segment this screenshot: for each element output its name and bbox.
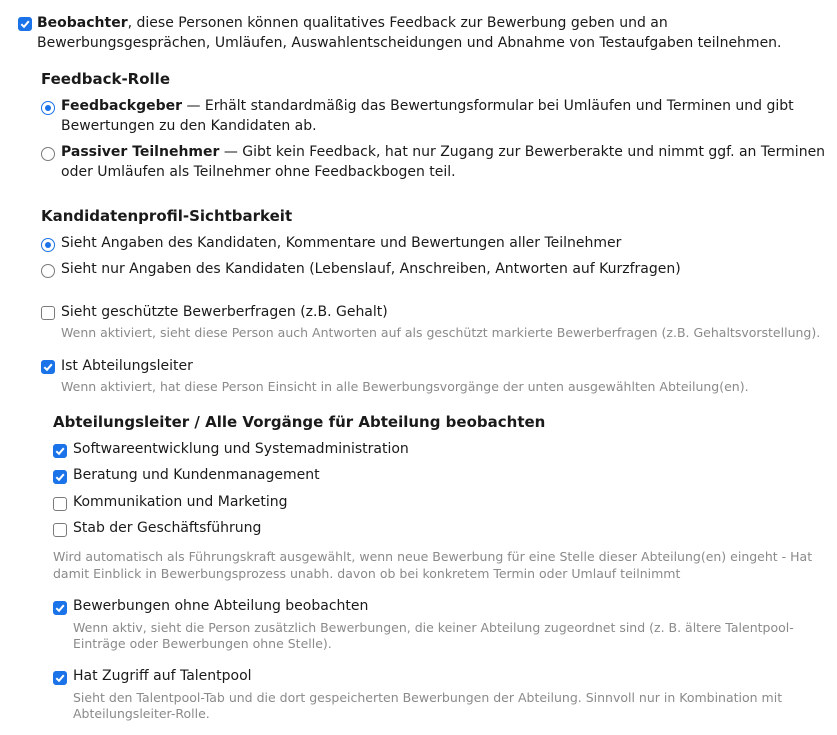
department-checkbox-software[interactable] [53,444,67,458]
talent-pool-help-line2: Abteilungsleiter-Rolle. [73,706,210,721]
department-head-help: Wenn aktiviert, hat diese Person Einsicht in alle Bewerbungsvorgänge der unten ausgewählten Abteilung(en). [61,379,749,394]
passiver-teilnehmer-label-line2: oder Umläufen als Teilnehmer ohne Feedbackbogen teil. [61,164,456,180]
departments-help-line2: damit Einblick in Bewerbungsprozess unabh. davon ob bei konkretem Termin oder Umlauf teilnimmt [53,566,681,581]
department-label-management-staff: Stab der Geschäftsführung [73,520,262,536]
department-checkbox-consulting[interactable] [53,470,67,484]
talent-pool-label: Hat Zugriff auf Talentpool [73,668,252,684]
check-icon [19,18,31,30]
radio-visibility-candidate-only[interactable] [41,264,55,278]
feedbackgeber-bold: Feedbackgeber [61,98,183,114]
passiver-teilnehmer-label [61,142,825,162]
visibility-candidate-only-label: Sieht nur Angaben des Kandidaten (Lebenslauf, Anschreiben, Antworten auf Kurzfragen) [61,261,681,277]
radio-visibility-all[interactable] [41,238,55,252]
department-head-label: Ist Abteilungsleiter [61,358,193,374]
no-department-help-line2: Einträge oder Bewerbungen ohne Stelle). [73,636,332,651]
passiver-teilnehmer-text: — Gibt kein Feedback, hat nur Zugang zur Bewerberakte und nimmt ggf. an Terminen [219,144,826,160]
department-checkbox-management-staff[interactable] [53,523,67,537]
protected-questions-help: Wenn aktiviert, sieht diese Person auch Antworten auf als geschützt markierte Bewerberfragen (z.B. Gehaltsvorstellung). [61,325,821,340]
no-department-label: Bewerbungen ohne Abteilung beobachten [73,598,369,614]
protected-questions-label: Sieht geschützte Bewerberfragen (z.B. Gehalt) [61,304,388,320]
observer-label-bold: Beobachter [37,15,128,31]
feedbackgeber-label [61,96,794,116]
observer-label-text: , diese Personen können qualitatives Feedback zur Bewerbung geben und an [127,15,668,31]
check-icon [54,602,66,614]
department-label-software: Softwareentwicklung und Systemadministration [73,441,409,457]
observer-checkbox[interactable] [18,17,32,31]
talent-pool-help-line1: Sieht den Talentpool-Tab und die dort gespeicherten Bewerbungen der Abteilung. Sinnvoll nur in Kombination mit [73,690,783,705]
radio-passiver-teilnehmer[interactable] [41,147,55,161]
passiver-teilnehmer-bold: Passiver Teilnehmer [61,144,220,160]
feedback-role-heading: Feedback-Rolle [41,70,170,88]
check-icon [54,672,66,684]
check-icon [54,445,66,457]
no-department-checkbox[interactable] [53,601,67,615]
department-label-communication: Kommunikation und Marketing [73,494,288,510]
department-head-checkbox[interactable] [41,360,55,374]
talent-pool-checkbox[interactable] [53,671,67,685]
departments-help-line1: Wird automatisch als Führungskraft ausgewählt, wenn neue Bewerbung für eine Stelle dieser Abteilung(en) eingeht - Hat [53,549,813,564]
department-checkbox-communication[interactable] [53,497,67,511]
visibility-heading: Kandidatenprofil-Sichtbarkeit [41,207,293,225]
observer-label-line2: Bewerbungsgesprächen, Umläufen, Auswahlentscheidungen und Abnahme von Testaufgaben teilnehmen. [37,35,782,51]
departments-heading: Abteilungsleiter / Alle Vorgänge für Abteilung beobachten [53,413,546,431]
check-icon [54,471,66,483]
visibility-all-label: Sieht Angaben des Kandidaten, Kommentare und Bewertungen aller Teilnehmer [61,235,622,251]
feedbackgeber-text: — Erhält standardmäßig das Bewertungsformular bei Umläufen und Terminen und gibt [182,98,794,114]
no-department-help-line1: Wenn aktiv, sieht die Person zusätzlich Bewerbungen, die keiner Abteilung zugeordnet sind (z. B. ältere Talentpool- [73,620,794,635]
feedbackgeber-label-line2: Bewertungen zu den Kandidaten ab. [61,118,317,134]
department-label-consulting: Beratung und Kundenmanagement [73,467,320,483]
protected-questions-checkbox[interactable] [41,306,55,320]
check-icon [42,361,54,373]
radio-feedbackgeber[interactable] [41,101,55,115]
observer-label [37,13,668,33]
